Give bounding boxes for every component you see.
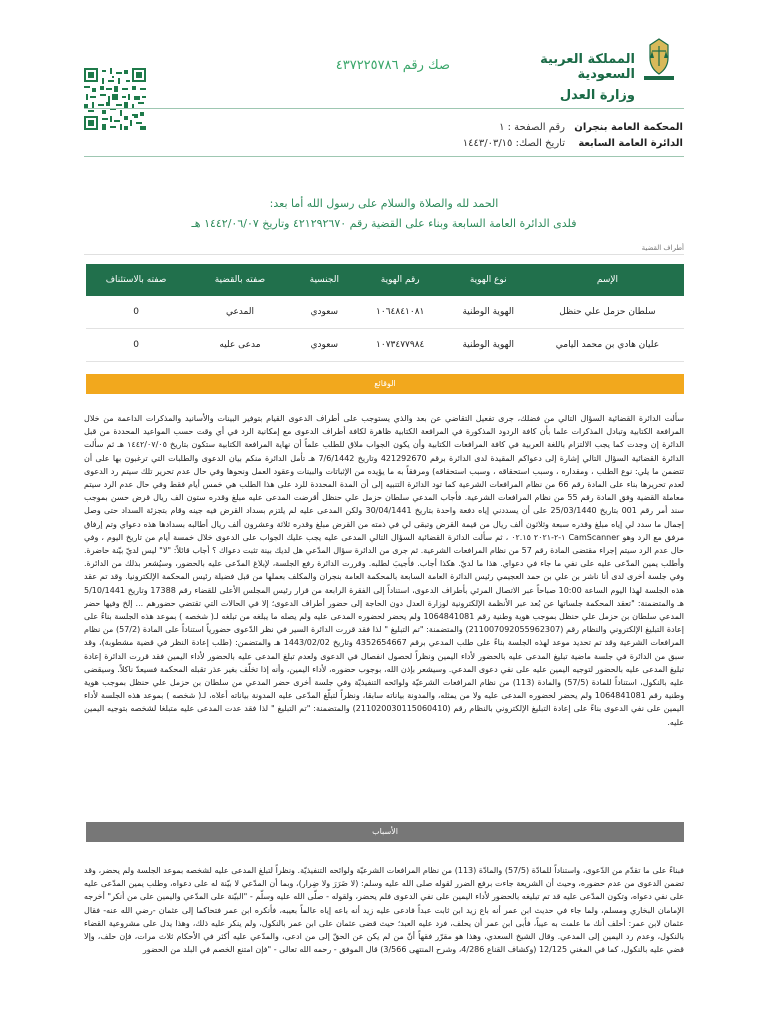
parties-table <box>86 264 684 362</box>
appeal-role: 0 <box>86 296 186 329</box>
id-type: الهوية الوطنية <box>446 296 531 329</box>
nationality: سعودي <box>294 296 355 329</box>
meta-divider <box>84 156 684 157</box>
id-type: الهوية الوطنية <box>446 329 531 362</box>
case-role: المدعي <box>186 296 294 329</box>
table-row <box>86 296 684 329</box>
appeal-role: 0 <box>86 329 186 362</box>
instrument-date: تاريخ الصك: ١٤٤٣/٠٣/١٥ <box>462 138 565 149</box>
opening-greeting <box>84 194 684 234</box>
id-number: ١٠٧٣٤٧٧٩٨٤ <box>355 329 446 362</box>
page-number: رقم الصفحة : ١ <box>499 122 565 133</box>
nationality: سعودي <box>294 329 355 362</box>
party-name: عليان هادي بن محمد اليامي <box>531 329 684 362</box>
column-header: نوع الهوية <box>446 264 531 296</box>
ministry-title <box>490 52 635 103</box>
reasons-section-bar: الأسباب <box>86 822 684 842</box>
greeting-line: الحمد لله والصلاة والسلام على رسول الله أما بعد: <box>269 197 499 210</box>
ministry-emblem-icon <box>640 36 678 82</box>
id-number: ١٠٦٤٨٤١٠٨١ <box>355 296 446 329</box>
parties-label-divider <box>84 254 684 255</box>
circuit-name: الدائرة العامة السابعة <box>578 138 683 149</box>
column-header: الإسم <box>531 264 684 296</box>
column-header: صفته بالاستئناف <box>86 264 186 296</box>
qr-code-icon <box>84 68 146 130</box>
column-header: رقم الهوية <box>355 264 446 296</box>
table-row <box>86 329 684 362</box>
facts-section-bar: الوقائع <box>86 374 684 394</box>
facts-text: سألت الدائرة القضائية السؤال التالي من فضلك، جرى تفعيل التقاضي عن بعد والذي يستوجب على أطراف الدعوى القيام بتوفير البينات والأسانيد والمذكرات الداعمة من خلال المرافعة الكتابية وتبادل المذكرات علما بأن كافة الردود المذكورة في المرافعة الكتابية ظاهرة لكافة أطراف الدعوى مع إمكانية الرد في أي وقت حسب المواعيد المحددة من قبل الدائرة إن وجدت كما يجب الالتزام باللغة العربية في كافة المرافعات الكتابية وأن يكون الجواب ملاق للطلب علماً أن نهاية المرافعة الكتابية ستكون بتاريخ ١٤٤٢/٠٧/٠٥ هـ ثم سألت الدائرة القضائية السؤال التالي إشارة إلى دعواكم المقيدة لدى الدائرة برقم 421292670 وتاريخ 7/6/1442 هـ تأمل الدائرة منكم بيان الدعوى والطلبات التي ترغبون بها على أن تتضمن ما يلي: نوع الطلب ، ومقداره ، وسبب استحقاقه ، وسبب استحقاقه) ومرفقاً به ما يؤيده من الإثباتات والبينات وعقود العمل ونحوها وفي حال عدم تحرير تلك سيتم رد الدعوى لعدم تحريرها بناء على المادة رقم 66 من نظام المرافعات الشرعية كما تود الدائرة التنبيه إلى أن المدة المحددة للرد على هذا الطلب هي خمس أيام فقط وفي حال عدم الرد سيتم معاملة القضية وفق المادة رقم 55 من نظام المرافعات الشرعية. فأجاب المدعي سلطان حزمل علي حنظل أقرضت المدعى عليه مبلغ وقدره ستون الف ريال قرض حسن بموجب سند أمر رقم 001 بتاريخ 25/03/1440 على أن يسددني إياه دفعة واحدة بتاريخ 30/04/1441 ولكن المدعى عليه لم يلتزم بسداد القرض فيه جينه وقام بتجزئة السداد حتى وصل إجمال ما سدد لي إياه مبلغ وقدره سبعة وثلاثون ألف ريال من قيمة القرض وتبقى لي في ذمته من القرض مبلغ وقدره ثلاثة وعشرون ألف ريال أطالبه بسدادها هذه دعواي وتم إرفاق مرفق مع الرد وهو CamScanner ١-٢-٢٠٢١ ٠٢.١٥ ، ثم سألت الدائرة القضائية السؤال التالي المدعى عليه يجب عليك الجواب على الدعوى خلال خمسة أيام من تاريخ اليوم ، وفي حال عدم الرد سيتم إجراء مقتضى المادة رقم 57 من نظام المرافعات الشرعية. ثم جرى من الدائرة سؤال المدّعي هل لديك بينة تثبت دعواك ؟ أجاب قائلاً: "لا" ليس لديّ بيّنة حاضرة. وأطلب يمين المدّعى عليه على نفي ما جاء في دعواي. هذا ما لديّ. هكذا أجاب. فأجيبَ لطلبه. وقررت الدائرة رفع الجلسة، لإبلاغ المدّعى عليه بالحضور، وسيُشعر بذلك من الدائرة. وفي جلسة أخرى لدى أنا ناشر بن علي بن حمد العجيمي رئيس الدائرة العامة السابعة بالمحكمة العامة بنجران والمكلف بعملها من قبل فضيلة رئيس المحكمة الإلكترونيا. وقد تم عقد هذه الجلسة لهذا اليوم الساعة 10:00 صباحاً عبر الاتصال المرئي بأطراف الدعوى، استناداً إلى الفقرة الرابعة من قرار رئيس المجلس الأعلى للقضاء رقم 17388 وتاريخ 5/10/1441 هـ والمتضمنة: "تعقد المحكمة جلساتها عن بُعد عبر الأنظمة الإلكترونية لوزارة العدل دون الحاجة إلى حضور أطراف الدعوى؛ إلا في الحالات التي تقتضي حضورهم ... إلخ وفيها حضر المدعي سلطان بن حزمل علي حنظل بموجب هوية وطنية رقم 1064841081 ولم يحضر لحضوره المدعى عليه ولم يصله ما يبلغه من تبلغه لـ( شخصه ) بموعد هذه الجلسة بناءً على إعادة التبليغ الإلكتروني والنظام رقم (211007092055962307) والمتضمنة: "تم التبليغ " لذا فقد قررت الدائرة السير في نظر الدّعوى حضورياً استناداً على المادة (57/2) من نظام المرافعات الشرعية وقد تم تحديد موعد لهذه الجلسة بناءً على طلب المدعي برقم 4352654667 وتاريخ 1443/02/02 هـ والمتضمن: (طلب إعادة النظر في قضية مشطوبة)، وقد سبق من الدائرة في جلسة ماضية تبليغ المدعى عليه بالحضور لأداء اليمين ونظراً لحصول انفصال في الدعوى ولعدم تبلغ المدعى عليه بالحضور لأداء اليمين فقد قررت الدائرة إعادة تبليغ المدعى عليه بالحضور لتوجيه اليمين عليه على نفي دعوى المدعي. وسيشعر بإذن الله، بوجوب حضوره، لأداء اليمين، وأنه إذا تخلّف بغير عذر تقبله المحكمة فسيعدّ ناكلاً. وسيقضى عليه بالنكول، استناداً للمادة (57/5) والمادة (113) من نظام المرافعات الشرعيّة ولوائحه التنفيذيّة وفي جلسة أخرى حضر المدعي من سلطان بن حزمل علي حنظل بموجب هوية وطنية رقم 1064841081 ولم يحضر لحضوره المدعى عليه ولا من يمثله، والمدونة بياناته سابقا، ونظراً لتبلّغ المدّعى عليه المدونة بياناته أعلاه، لـ( شخصه ) بموعد هذه الجلسة لأداء اليمين على نفي الدعوى بناءً على إعادة التبليغ الإلكتروني بالنظام رقم (211020030115060410) والمتضمنة: "تم التبليغ " لذا فقد عدت المدعى عليه متبلغا لشخصه بتوجيه اليمين عليه. <box>84 414 684 727</box>
court-name: المحكمة العامة بنجران <box>574 122 683 133</box>
country-name: المملكة العربية السعودية <box>540 52 635 82</box>
document-meta <box>405 120 565 152</box>
instrument-number: صك رقم ٤٣٧٢٢٥٧٨٦ <box>335 58 450 73</box>
case-role: مدعى عليه <box>186 329 294 362</box>
reasons-text: فبناءً على ما تقدّم من الدّعوى، واستناداً للمادّة (57/5) والمادّة (113) من نظام المرافعات الشرعيّة ولوائحه التنفيذيّة. ونظراً لتبلغ المدعى عليه لشخصه بموعد الجلسة ولم يحضر، وقد تضمن الدعوى من عدم حضوره، وحيث أن الشريعة جاءت برفع الضرر لقوله صلى الله عليه وسلم: (لا ضَرَرَ ولا ضِرار)، وبما أن المدّعي لا بيّنة له على دعواه، وطلب يمين المدّعى عليه على نفي دعواه، وتكون المدّعى عليه قد تم تبليغه بالحضور لأداء اليمين على نفي الدعوى فلم يحضر، ولقوله - صلّى الله عليه وسلّم - "البيّنة على المدّعي واليمين على من أنكر" أخرجه الإمامان البخاري ومسلم، ولما جاء في حديث ابن عمر أنه باع زيد ابن ثابت عبداً فادعى عليه زيد أنه باعه إياه عالماً بعيبه، فأنكره ابن عمر فتحاكما إلى عثمان -رضي الله عنه- فقال عثمان لابن عمر: أحلف أنك ما علمت به عيباً، فأبى ابن عمر أن يحلف، فرد عليه العبد؛ حيث قضى عثمان على ابن عمر بالنكول، ولم ينكر عليه ذلك، وهذا يدل على مشروعية القضاء بالنكول، وعدم رد اليمين إلى المدعي. وقال الشيخ السعدي، وهذا هو مقرّر فقهاً أنّ من لم يكن عن الحقّ إلى من ادعى، والمدّعي عليه أكثر في الأحكام ثلاث مرات، فإن حلف، وإلا قضي عليه بالنكول، كما في المغني 12/125 (وكشاف القناع 4/286، وشرح المنتهى 3/566) قال الموفق - رحمه الله تعالى - "فإن امتنع الخصم في البلد من الحضور <box>84 866 684 955</box>
column-header: الجنسية <box>294 264 355 296</box>
case-reference-line: فلدى الدائرة العامة السابعة وبناء على القضية رقم ٤٢١٢٩٢٦٧٠ وتاريخ ١٤٤٢/٠٦/٠٧ هـ <box>191 217 577 230</box>
court-info <box>570 120 683 152</box>
party-name: سلطان حزمل علي حنظل <box>531 296 684 329</box>
document-header <box>0 0 768 110</box>
header-divider <box>84 108 684 109</box>
parties-section-label: أطراف القضية <box>641 244 684 252</box>
column-header: صفته بالقضية <box>186 264 294 296</box>
table-header-row <box>86 264 684 296</box>
ministry-name: وزارة العدل <box>559 88 635 103</box>
